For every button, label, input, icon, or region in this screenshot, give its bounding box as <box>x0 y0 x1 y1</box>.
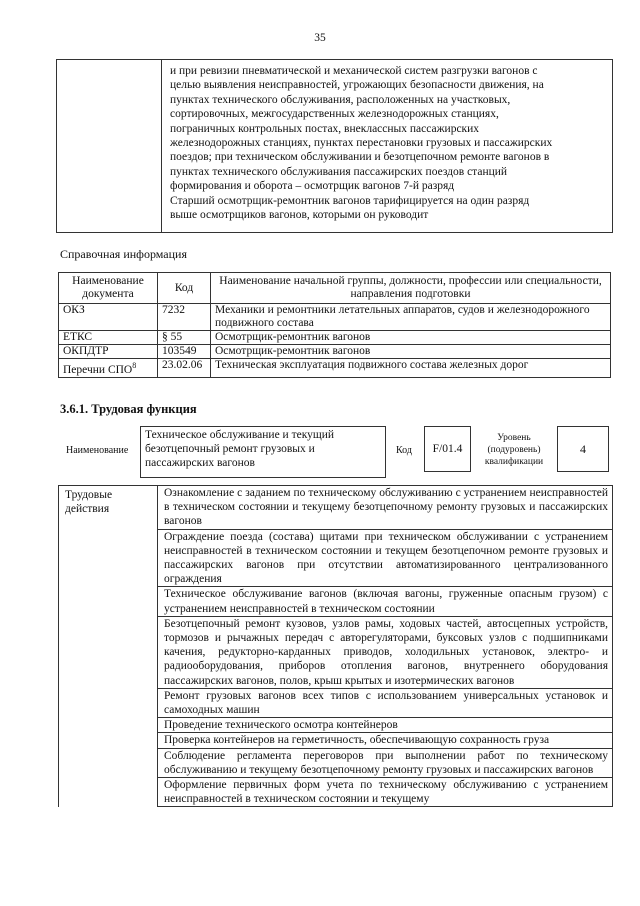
doc-cell <box>59 359 158 378</box>
labor-action-item: Проведение технического осмотра контейнеров <box>158 718 613 733</box>
labor-action-item: Оформление первичных форм учета по техническому обслуживанию с устранением неисправностей в техническом состоянии и текущему <box>158 778 613 807</box>
code-cell: 23.02.06 <box>158 359 211 378</box>
table-row <box>59 331 611 345</box>
code-cell: 103549 <box>158 345 211 359</box>
doc-cell: ЕТКС <box>59 331 158 345</box>
code-cell: § 55 <box>158 331 211 345</box>
doc-cell: ОКЗ <box>59 304 158 331</box>
reference-table <box>58 272 611 378</box>
continuation-text <box>170 64 606 222</box>
labor-action-item: Ремонт грузовых вагонов всех типов с использованием универсальных установок и самоходных машин <box>158 688 613 717</box>
function-code: F/01.4 <box>424 426 471 472</box>
text-line: железнодорожных станциях, пунктах перестановки грузовых и пассажирских <box>170 137 553 150</box>
section-title: 3.6.1. Трудовая функция <box>60 402 197 416</box>
qualification-level: 4 <box>557 426 609 472</box>
text-line: пунктах технического обслуживания пассажирских поездов станций <box>170 165 508 178</box>
footnote-mark: 8 <box>132 361 137 370</box>
reference-header-row <box>59 273 611 304</box>
header-code: Код <box>158 273 211 304</box>
name-cell: Осмотрщик-ремонтник вагонов <box>211 345 611 359</box>
labor-actions-table <box>58 485 613 807</box>
name-cell: Механики и ремонтники летательных аппаратов, судов и железнодорожного подвижного состава <box>211 304 611 331</box>
function-name-label: Наименование <box>66 445 129 456</box>
function-name: Техническое обслуживание и текущий безотцепочный ремонт грузовых и пассажирских вагонов <box>140 426 386 478</box>
header-name: Наименование начальной группы, должности, профессии или специальности, направления подготовки <box>211 273 611 304</box>
column-divider <box>161 60 162 232</box>
header-document: Наименование документа <box>59 273 158 304</box>
labor-action-item: Техническое обслуживание вагонов (включая вагоны, груженные опасным грузом) с устранением неисправностей в техническом состоянии <box>158 587 613 616</box>
labor-actions-label: Трудовые действия <box>59 486 158 807</box>
continuation-table <box>56 59 613 233</box>
labor-action-item: Ознакомление с заданием по техническому обслуживанию с устранением неисправностей в техническом состоянии и текущему безотцепочному ремонту грузовых и пассажирских вагонов <box>158 486 613 530</box>
text-line: целью выявления неисправностей, угрожающих безопасности движения, на <box>170 79 544 92</box>
text-line: поездов; при техническом обслуживании и безотцепочном ремонте вагонов в <box>170 151 550 164</box>
labor-action-item: Соблюдение регламента переговоров при выполнении работ по техническому обслуживанию и текущему безотцепочному ремонту грузовых и пассажирских вагонов <box>158 748 613 777</box>
text-line: формирования и оборота – осмотрщик вагонов 7-й разряд <box>170 180 455 193</box>
text-line: выше осмотрщиков вагонов, которыми он руководит <box>170 209 429 222</box>
text-line: пограничных контрольных постах, внеклассных пассажирских <box>170 122 480 135</box>
qualification-level-label: Уровень (подуровень) квалификации <box>484 433 544 467</box>
table-row <box>59 486 613 530</box>
labor-action-item: Ограждение поезда (состава) щитами при техническом обслуживании с устранением неисправностей в техническом состоянии и текущем безотцепочном ремонте грузовых и пассажирских вагонов при отсутствии автоматизированного централизованного ограждения <box>158 529 613 587</box>
table-row <box>59 304 611 331</box>
labor-action-item: Безотцепочный ремонт кузовов, узлов рамы, ходовых частей, автосцепных устройств, тормозов и рычажных передач с авторегуляторами, буксовых узлов с подшипниками качения, редукторно-карданных приводов, холодильных установок, электро- и радиооборудования, приборов отопления вагонов, внутреннего оборудования пассажирских вагонов, полов, крыш крытых и изотермических вагонов <box>158 616 613 688</box>
text-line: и при ревизии пневматической и механической систем разгрузки вагонов с <box>170 65 538 77</box>
table-row <box>59 345 611 359</box>
text-line: Старший осмотрщик-ремонтник вагонов тарифицируется на один разряд <box>170 194 530 207</box>
code-cell: 7232 <box>158 304 211 331</box>
reference-title: Справочная информация <box>60 247 187 261</box>
name-cell: Техническая эксплуатация подвижного состава железных дорог <box>211 359 611 378</box>
text-line: пунктах технического обслуживания, расположенных на участковых, <box>170 93 511 106</box>
doc-cell: ОКПДТР <box>59 345 158 359</box>
doc-text: Перечни СПО <box>63 363 133 376</box>
name-cell: Осмотрщик-ремонтник вагонов <box>211 331 611 345</box>
labor-action-item: Проверка контейнеров на герметичность, обеспечивающую сохранность груза <box>158 733 613 748</box>
page-number: 35 <box>314 32 326 44</box>
table-row <box>59 359 611 378</box>
text-line: сортировочных, межгосударственных железнодорожных станциях, <box>170 108 499 121</box>
function-code-label: Код <box>396 445 412 456</box>
